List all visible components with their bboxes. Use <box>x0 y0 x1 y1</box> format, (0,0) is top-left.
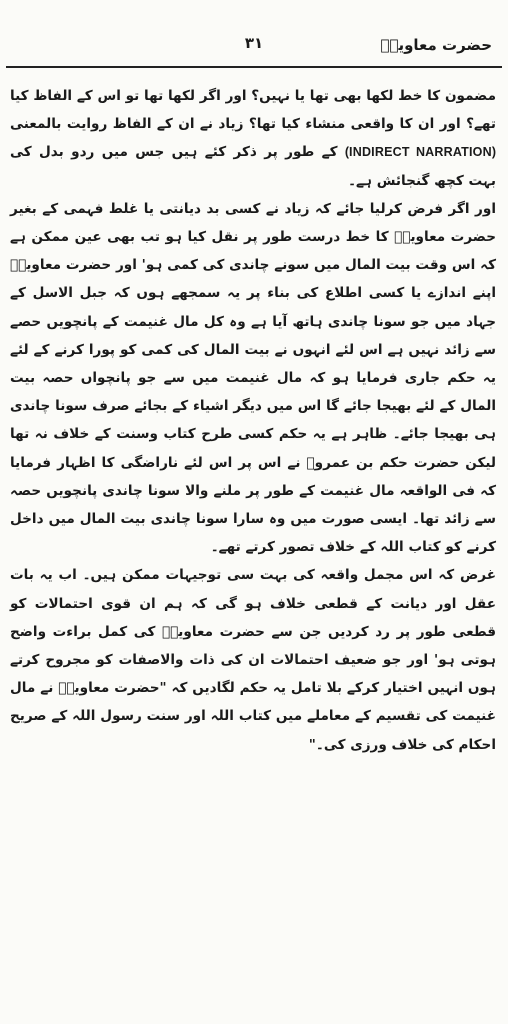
page-header <box>8 30 500 66</box>
english-term: (INDIRECT NARRATION) <box>344 145 496 160</box>
body-text <box>10 82 496 759</box>
page-number: ۳۱ <box>244 34 264 52</box>
paragraph-1-text-after: کے طور پر ذکر کئے ہیں جس میں ردو بدل کی بہت کچھ گنجائش ہے۔ <box>10 144 496 189</box>
paragraph-3: غرض کہ اس مجمل واقعہ کی بہت سی توجیہات ممکن ہیں۔ اب یہ بات عقل اور دیانت کے قطعی خلاف ہو گی کہ ہم ان قوی احتمالات کو قطعی طور پر رد کردیں جن سے حضرت معاویہؓ کی کمل براءت واضح ہوتی ہو' اور جو ضعیف احتمالات ان کی ذات والاصفات کو مجروح کرتے ہوں انہیں اختیار کرکے بلا تامل یہ حکم لگادیں کہ "حضرت معاویہؓ نے مال غنیمت کی تقسیم کے معاملے میں کتاب اللہ اور سنت رسول اللہ کے صریح احکام کی خلاف ورزی کی۔" <box>10 567 496 753</box>
paragraph-1 <box>10 82 496 195</box>
running-title: حضرت معاویہؓ <box>380 36 492 54</box>
paragraph-2: اور اگر فرض کرلیا جائے کہ زیاد نے کسی بد دیانتی یا غلط فہمی کے بغیر حضرت معاویہؓ کا خط درست طور پر نقل کیا ہو تب بھی عین ممکن ہے کہ اس وقت بیت المال میں سونے چاندی کی کمی ہو' اور حضرت معاویہؓ اپنے اندازے یا کسی اطلاع کی بناء پر یہ سمجھے ہوں کہ جبل الاسل کے جہاد میں جو سونا چاندی ہاتھ آیا ہے وہ کل مال غنیمت کے پانچویں حصے سے زائد نہیں ہے اس لئے انہوں نے بیت المال کی کمی کو پورا کرنے کے لئے یہ حکم جاری فرمایا ہو کہ مال غنیمت میں سے جو پانچواں حصہ بیت المال کے لئے بھیجا جائے گا اس میں دیگر اشیاء کے بجائے صرف سونا چاندی ہی بھیجا جائے۔ ظاہر ہے یہ حکم کسی طرح کتاب وسنت کے خلاف نہ تھا لیکن حضرت حکم بن عمروؓ نے اس پر اس لئے ناراضگی کا اظہار فرمایا کہ فی الواقعہ مال غنیمت کے طور پر ملنے والا سونا چاندی پانچویں حصہ سے زائد تھا۔ ایسی صورت میں وہ سارا سونا چاندی بیت المال میں داخل کرنے کو کتاب اللہ کے خلاف تصور کرتے تھے۔ <box>10 200 496 556</box>
header-rule <box>6 66 502 68</box>
paragraph-1-text-before: مضمون کا خط لکھا بھی تھا یا نہیں؟ اور اگر لکھا تھا تو اس کے الفاظ کیا تھے؟ اور ان کا واقعی منشاء کیا تھا؟ زیاد نے ان کے الفاظ روایت بالمعنی <box>10 88 496 133</box>
